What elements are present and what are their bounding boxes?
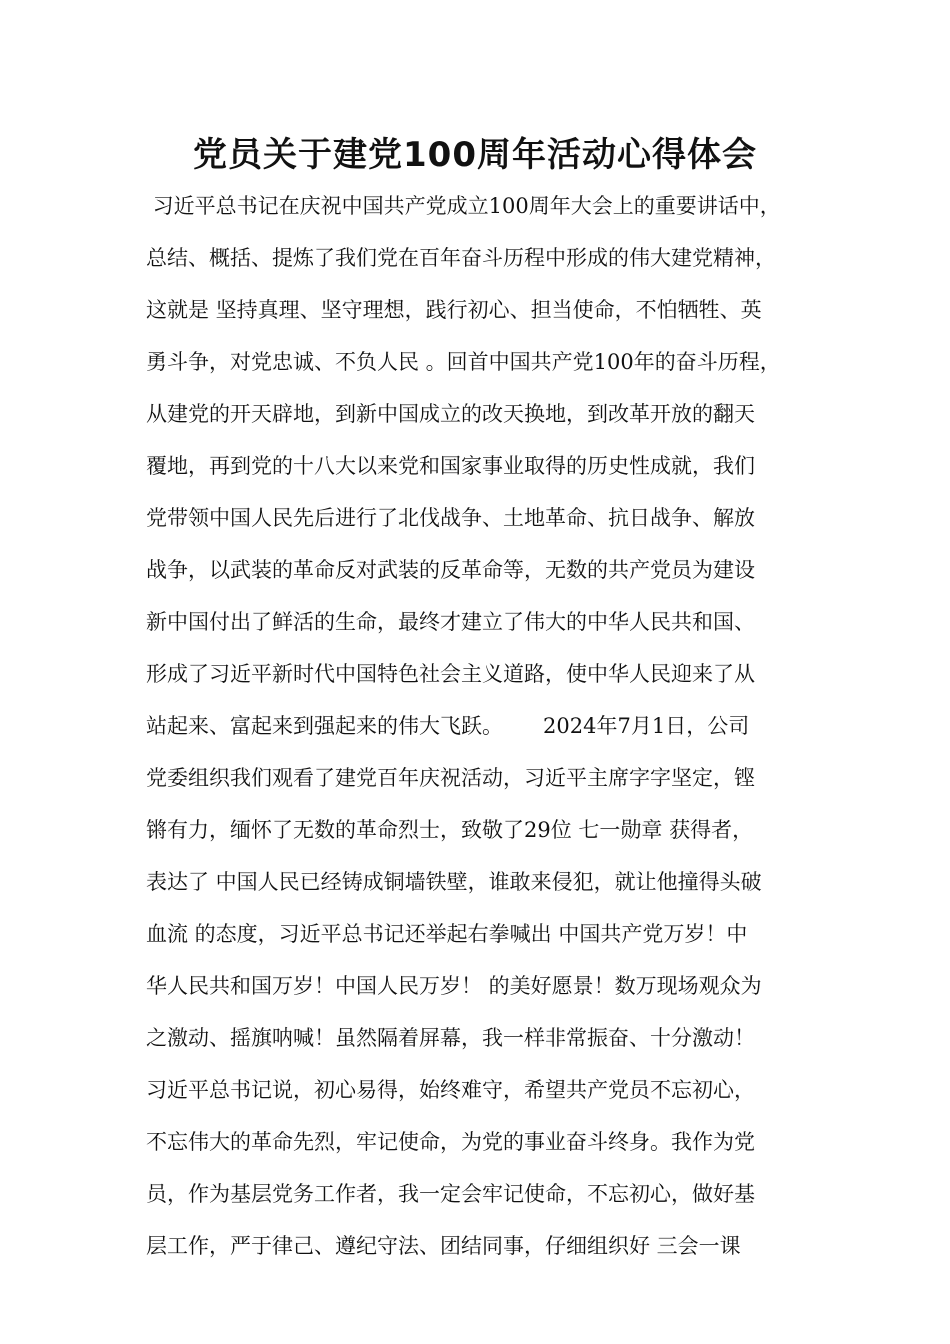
body-line: 勇斗争，对党忠诚、不负人民 。回首中国共产党100年的奋斗历程， xyxy=(146,350,781,374)
body-line: 党带领中国人民先后进行了北伐战争、土地革命、抗日战争、解放 xyxy=(146,506,755,530)
body-line: 覆地，再到党的十八大以来党和国家事业取得的历史性成就，我们 xyxy=(146,454,755,478)
body-line: 血流 的态度，习近平总书记还举起右拳喊出 中国共产党万岁！中 xyxy=(146,922,748,946)
body-line: 之激动、摇旗呐喊！虽然隔着屏幕，我一样非常振奋、十分激动！ xyxy=(146,1026,755,1050)
document-body xyxy=(146,180,816,1272)
body-line: 不忘伟大的革命先烈，牢记使命，为党的事业奋斗终身。我作为党 xyxy=(146,1130,755,1154)
body-line: 表达了 中国人民已经铸成铜墙铁壁，谁敢来侵犯，就让他撞得头破 xyxy=(146,870,762,894)
body-line: 站起来、富起来到强起来的伟大飞跃。 2024年7月1日，公司 xyxy=(146,714,750,738)
body-line: 这就是 坚持真理、坚守理想，践行初心、担当使命，不怕牺牲、英 xyxy=(146,298,762,322)
body-line: 华人民共和国万岁！中国人民万岁！ 的美好愿景！数万现场观众为 xyxy=(146,974,762,998)
body-line: 党委组织我们观看了建党百年庆祝活动，习近平主席字字坚定，铿 xyxy=(146,766,755,790)
body-line: 从建党的开天辟地，到新中国成立的改天换地，到改革开放的翻天 xyxy=(146,402,755,426)
body-line: 员，作为基层党务工作者，我一定会牢记使命，不忘初心，做好基 xyxy=(146,1182,755,1206)
body-line: 形成了习近平新时代中国特色社会主义道路，使中华人民迎来了从 xyxy=(146,662,755,686)
body-line: 战争，以武装的革命反对武装的反革命等，无数的共产党员为建设 xyxy=(146,558,755,582)
body-line: 锵有力，缅怀了无数的革命烈士，致敬了29位 七一勋章 获得者， xyxy=(146,818,754,842)
body-line: 习近平总书记说，初心易得，始终难守，希望共产党员不忘初心， xyxy=(146,1078,755,1102)
body-line: 习近平总书记在庆祝中国共产党成立100周年大会上的重要讲话中， xyxy=(146,194,781,218)
body-line: 新中国付出了鲜活的生命，最终才建立了伟大的中华人民共和国、 xyxy=(146,610,755,634)
document-title: 党员关于建党100周年活动心得体会 xyxy=(193,135,757,175)
body-line: 总结、概括、提炼了我们党在百年奋斗历程中形成的伟大建党精神， xyxy=(146,246,776,270)
body-line: 层工作，严于律己、遵纪守法、团结同事，仔细组织好 三会一课 xyxy=(146,1234,741,1258)
